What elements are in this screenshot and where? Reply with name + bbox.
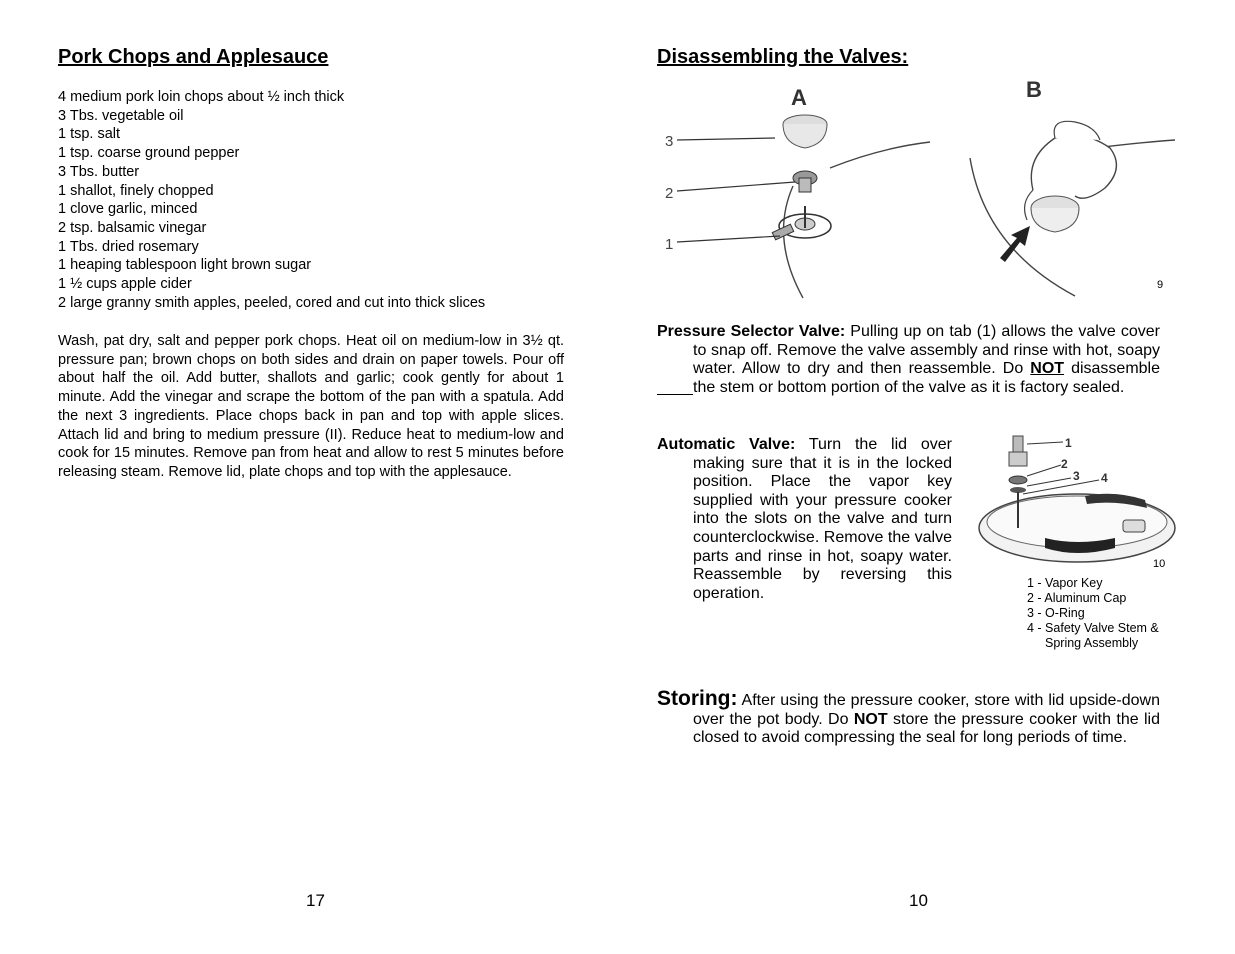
ingredient-list bbox=[58, 88, 578, 312]
hand-illustration bbox=[1031, 136, 1116, 199]
callout-3: 3 bbox=[665, 133, 674, 150]
ingredient-item: 4 medium pork loin chops about ½ inch thick bbox=[58, 89, 345, 105]
section-title: Disassembling the Valves: bbox=[657, 46, 909, 68]
ingredient-item: 2 tsp. balsamic vinegar bbox=[58, 219, 207, 236]
pressure-selector-not: NOT bbox=[1030, 360, 1065, 378]
underline-mark bbox=[657, 394, 693, 395]
storing-heading: Storing: bbox=[657, 687, 738, 710]
recipe-method: Wash, pat dry, salt and pepper pork chops. Heat oil on medium-low in 3½ qt. pressure pan; brown chops on both sides and drain on paper towels. Pour off about half the oil. Add butter, shallots and garlic; cook gently for about 1 minute. Add the vinegar and scrape the bottom of the pan with a spatula. Add the next 3 ingredients. Place chops back in pan and top with apple slices. Attach lid and bring to medium pressure (II). Reduce heat to medium-low and cook for 15 minutes. Remove pan from heat and allow to rest 5 minutes before releasing steam. Remove lid, plate chops and top with the applesauce. bbox=[58, 333, 564, 480]
callout-2: 2 bbox=[665, 185, 674, 202]
figure-10-legend bbox=[1027, 576, 1159, 651]
page-number-left: 17 bbox=[306, 891, 325, 910]
lid-curve-a bbox=[784, 186, 803, 298]
figure-label-a: A bbox=[791, 85, 807, 110]
legend-item: 1 - Vapor Key bbox=[1027, 576, 1103, 590]
legend-item: 4 - Safety Valve Stem & bbox=[1027, 621, 1159, 635]
recipe-title: Pork Chops and Applesauce bbox=[58, 46, 329, 68]
page-number-right: 10 bbox=[909, 891, 928, 910]
vapor-key-part bbox=[1013, 436, 1023, 452]
ingredient-item: 1 heaping tablespoon light brown sugar bbox=[58, 257, 312, 274]
automatic-valve-paragraph bbox=[657, 436, 952, 603]
ingredient-item: 1 ½ cups apple cider bbox=[58, 276, 192, 293]
arrow-icon bbox=[1000, 226, 1030, 262]
storing-not: NOT bbox=[853, 710, 888, 728]
callout-1: 1 bbox=[665, 236, 674, 253]
legend-item: Spring Assembly bbox=[1045, 636, 1139, 650]
callout-2: 2 bbox=[1061, 457, 1068, 471]
ingredient-item: 1 tsp. salt bbox=[58, 126, 121, 143]
ingredient-item: 3 Tbs. vegetable oil bbox=[58, 107, 184, 124]
ingredient-item: 1 Tbs. dried rosemary bbox=[58, 238, 199, 255]
ingredient-item: 1 clove garlic, minced bbox=[58, 201, 198, 218]
callout-3: 3 bbox=[1073, 469, 1080, 483]
figure-label-b: B bbox=[1026, 78, 1042, 102]
storing-text-2: store the pressure cooker with the lid closed to avoid compressing the seal for long periods of time. bbox=[693, 710, 1160, 747]
figure-number-10: 10 bbox=[1153, 558, 1166, 570]
lid-edge-a bbox=[830, 142, 930, 168]
ingredient-item: 1 shallot, finely chopped bbox=[58, 182, 214, 199]
storing-paragraph bbox=[657, 687, 1160, 748]
aluminum-cap-part bbox=[1009, 476, 1027, 484]
automatic-valve-text: Turn the lid over making sure that it is in the locked position. Place the vapor key supplied with your pressure cooker into the slots on the valve and turn counterclockwise. Remove the valve parts and rinse in hot, soapy water. Reassemble by reversing this operation. bbox=[693, 436, 952, 602]
ingredient-item: 3 Tbs. butter bbox=[58, 163, 140, 180]
callout-4: 4 bbox=[1101, 471, 1108, 485]
pressure-selector-heading: Pressure Selector Valve: bbox=[657, 323, 846, 340]
valve-figure-10 bbox=[975, 430, 1180, 570]
automatic-valve-heading: Automatic Valve: bbox=[657, 436, 796, 453]
pressure-selector-text-1: Pulling up on tab (1) allows the valve cover to snap off. Remove the valve assembly and rinse with hot, soapy water. Allow to dry and then reassemble. Do bbox=[693, 323, 1161, 378]
callout-1: 1 bbox=[1065, 436, 1072, 450]
ingredient-item: 2 large granny smith apples, peeled, cored and cut into thick slices bbox=[58, 294, 486, 311]
legend-item: 3 - O-Ring bbox=[1027, 606, 1085, 620]
legend-item: 2 - Aluminum Cap bbox=[1027, 591, 1127, 605]
valve-knob bbox=[1123, 520, 1145, 532]
pressure-selector-text-2: disassemble the stem or bottom portion of the valve as it is factory sealed. bbox=[693, 360, 1161, 396]
storing-text-1: After using the pressure cooker, store with lid upside-down over the pot body. Do bbox=[693, 692, 1160, 728]
figure-number-9: 9 bbox=[1157, 279, 1164, 291]
pressure-selector-paragraph bbox=[657, 323, 1160, 397]
valve-figure-9 bbox=[655, 78, 1180, 303]
ingredient-item: 1 tsp. coarse ground pepper bbox=[58, 145, 240, 162]
